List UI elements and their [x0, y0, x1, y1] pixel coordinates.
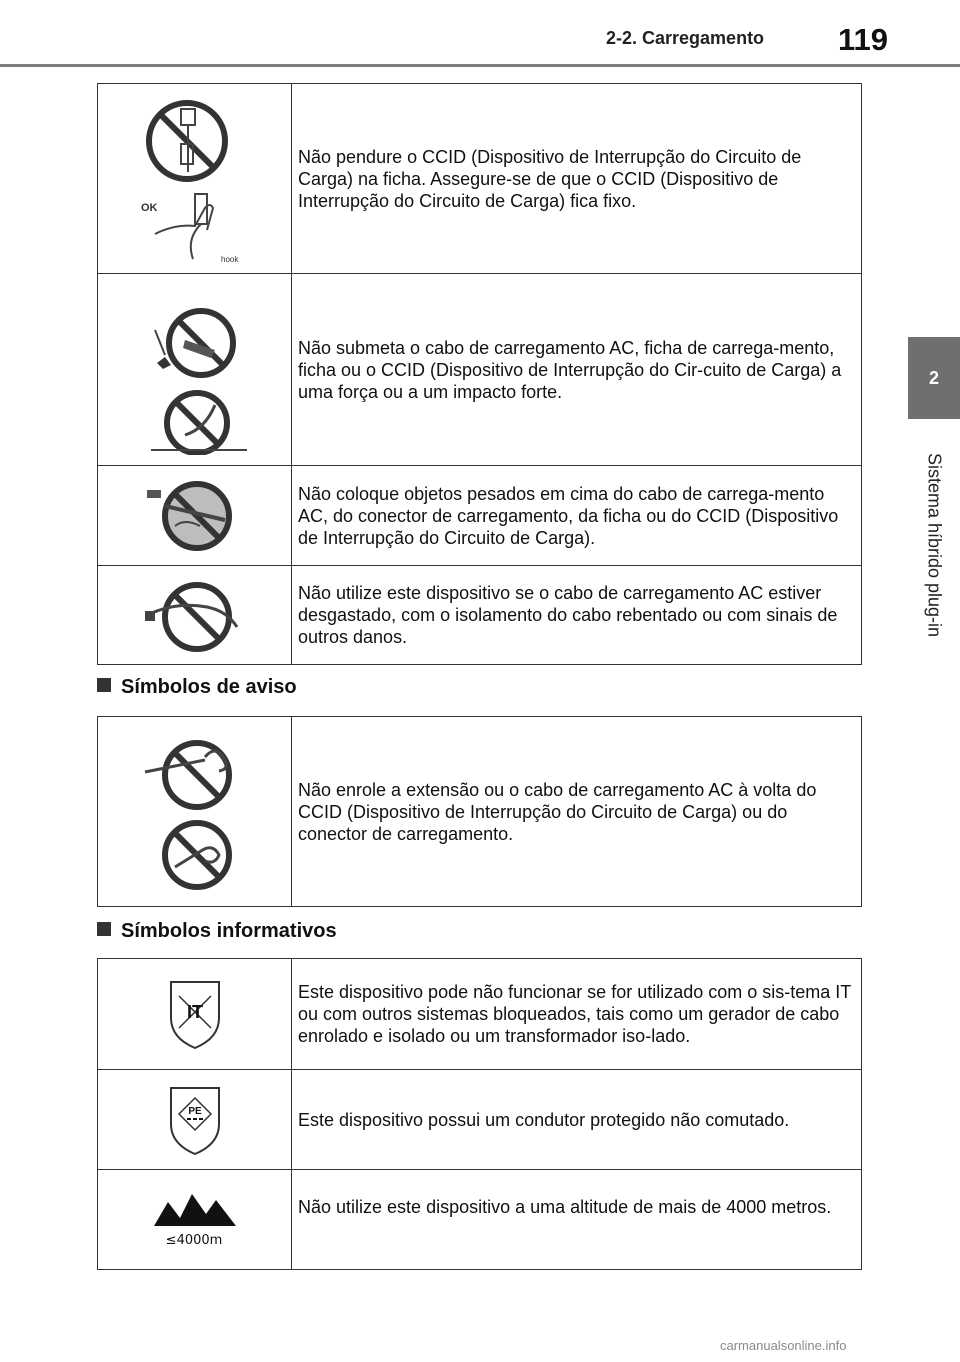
no-hanging-ccid-icon: [98, 94, 291, 264]
table-row: [98, 1070, 862, 1170]
altitude-mountain-icon: [98, 1190, 291, 1250]
watermark: carmanualsonline.info: [720, 1338, 847, 1353]
section-title: 2-2. Carregamento: [606, 28, 765, 48]
informative-table: [97, 958, 862, 1270]
icon-cell: [98, 1070, 292, 1170]
row-text: Não utilize este dispositivo se o cabo de carregamento AC estiver desgastado, com o isolamento do cabo rebentado ou com sinais de outros danos.: [292, 566, 862, 665]
chapter-title: Sistema híbrido plug-in: [924, 452, 945, 638]
square-bullet-icon: [97, 922, 111, 936]
icon-cell: [98, 959, 292, 1070]
row-text: Este dispositivo possui um condutor protegido não comutado.: [292, 1070, 862, 1170]
table-row: [98, 566, 862, 665]
icon-cell: [98, 84, 292, 274]
no-damaged-cable-icon: [98, 575, 291, 655]
table-row: [98, 1170, 862, 1270]
heading-label: Símbolos informativos: [121, 920, 337, 942]
row-text: Não utilize este dispositivo a uma altitude de mais de 4000 metros.: [292, 1170, 862, 1270]
it-system-shield-icon: [98, 978, 291, 1050]
icon-cell: [98, 274, 292, 466]
table-row: [98, 466, 862, 566]
row-text: Este dispositivo pode não funcionar se for utilizado com o sis-tema IT ou com outros sistemas bloqueados, tais como um gerador de cabo enrolado e isolado ou um transformador iso-lado.: [292, 959, 862, 1070]
icon-cell: [98, 466, 292, 566]
informative-symbols-heading: [97, 920, 337, 943]
hook-label: hook: [220, 254, 238, 264]
table-row: [98, 717, 862, 907]
heading-label: Símbolos de aviso: [121, 676, 297, 698]
warning-table: [97, 716, 862, 907]
row-text: Não pendure o CCID (Dispositivo de Interrupção do Circuito de Carga) na ficha. Assegure-se de que o CCID (Dispositivo de Interrupção do Circuito de Carga) fica fixo.: [292, 84, 862, 274]
square-bullet-icon: [97, 678, 111, 692]
row-text: Não submeta o cabo de carregamento AC, ficha de carrega-mento, ficha ou o CCID (Dispositivo de Interrupção do Cir-cuito de Carga) a uma força ou a um impacto forte.: [292, 274, 862, 466]
protective-earth-shield-icon: [98, 1084, 291, 1156]
row-text: Não enrole a extensão ou o cabo de carregamento AC à volta do CCID (Dispositivo de Interrupção do Circuito de Carga) ou do conector de carregamento.: [292, 717, 862, 907]
icon-cell: [98, 1170, 292, 1270]
no-heavy-objects-icon: [98, 476, 291, 556]
no-wrapping-cable-icon: [98, 727, 291, 897]
page-number: 119: [838, 22, 889, 57]
chapter-tab: [908, 337, 960, 419]
icon-cell: [98, 566, 292, 665]
altitude-label: ≤4000m: [165, 1232, 222, 1248]
ok-label: OK: [140, 201, 157, 214]
icon-cell: [98, 717, 292, 907]
no-impact-icon: [98, 285, 291, 455]
row-text: Não coloque objetos pesados em cima do cabo de carrega-mento AC, do conector de carregamento, da ficha ou do CCID (Dispositivo de Interrupção do Circuito de Carga).: [292, 466, 862, 566]
warning-symbols-heading: [97, 676, 297, 699]
header-divider: [0, 64, 960, 67]
caution-table: [97, 83, 862, 665]
chapter-number: 2: [928, 367, 939, 388]
table-row: [98, 274, 862, 466]
it-label: IT: [186, 1002, 203, 1022]
table-row: [98, 959, 862, 1070]
table-row: [98, 84, 862, 274]
pe-label: PE: [187, 1105, 202, 1117]
